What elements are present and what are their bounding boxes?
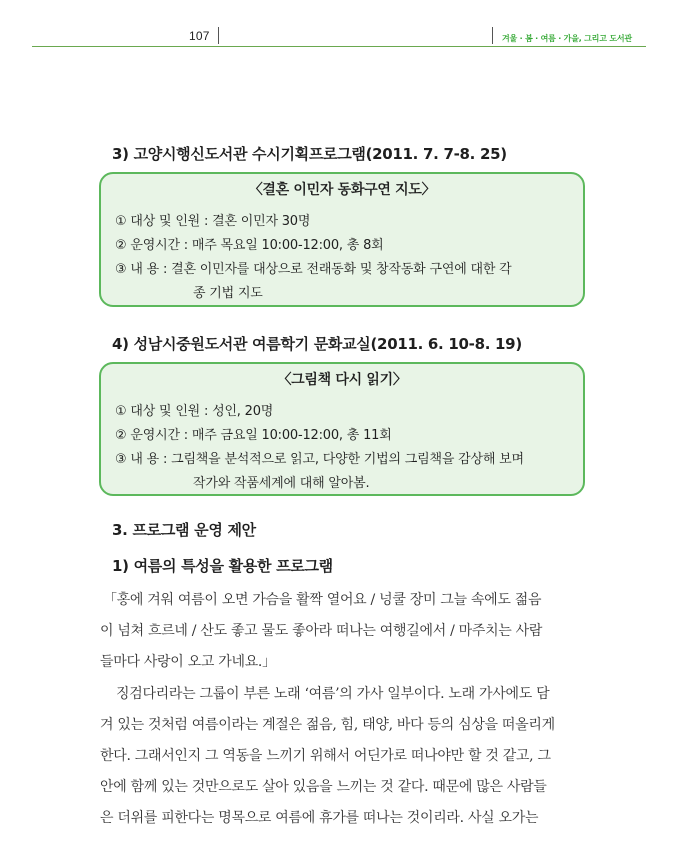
- program-box-title: 〈그림책 다시 읽기〉: [277, 372, 407, 388]
- program-box-goyang: [99, 172, 585, 307]
- header-divider-left: [218, 27, 219, 44]
- header-divider-right: [492, 27, 493, 44]
- program-box-title: 〈결혼 이민자 동화구연 지도〉: [248, 182, 436, 198]
- program-box-seongnam: [99, 362, 585, 496]
- header-rule: [32, 46, 646, 47]
- body-line: 은 더위를 피한다는 명목으로 여름에 휴가를 떠나는 것이리라. 사실 오가는: [100, 810, 539, 826]
- box-line-schedule: ② 운영시간 : 매주 금요일 10:00-12:00, 총 11회: [115, 428, 392, 443]
- body-line: 징검다리라는 그룹이 부른 노래 ‘여름’의 가사 일부이다. 노래 가사에도 담: [116, 686, 550, 702]
- box-line-target: ① 대상 및 인원 : 성인, 20명: [115, 404, 274, 419]
- box-line-content-cont: 종 기법 지도: [193, 286, 263, 301]
- box-line-content: ③ 내 용 : 결혼 이민자를 대상으로 전래동화 및 창작동화 구연에 대한 각: [115, 262, 512, 277]
- body-line: 이 넘쳐 흐르네 / 산도 좋고 물도 좋아라 떠나는 여행길에서 / 마주치는 사람: [100, 623, 543, 639]
- section-heading-goyang: 3) 고양시행신도서관 수시기획프로그램(2011. 7. 7-8. 25): [112, 145, 507, 163]
- box-line-target: ① 대상 및 인원 : 결혼 이민자 30명: [115, 214, 311, 229]
- chapter-heading: 3. 프로그램 운영 제안: [112, 521, 256, 539]
- box-line-content: ③ 내 용 : 그림책을 분석적으로 읽고, 다양한 기법의 그림책을 감상해 보며: [115, 452, 524, 467]
- body-line: 「홍에 겨워 여름이 오면 가슴을 활짝 열어요 / 넝쿨 장미 그늘 속에도 젊음: [103, 592, 542, 608]
- subsection-heading: 1) 여름의 특성을 활용한 프로그램: [112, 557, 333, 575]
- body-line: 들마다 사랑이 오고 가네요.」: [100, 654, 276, 670]
- box-line-schedule: ② 운영시간 : 매주 목요일 10:00-12:00, 총 8회: [115, 238, 384, 253]
- body-line: 안에 함께 있는 것만으로도 살아 있음을 느끼는 것 같다. 때문에 많은 사람들: [100, 779, 547, 795]
- body-line: 한다. 그래서인지 그 역동을 느끼기 위해서 어딘가로 떠나야만 할 것 같고, 그: [100, 748, 551, 764]
- running-title: 겨울 · 봄 · 여름 · 가을, 그리고 도서관: [502, 34, 632, 43]
- section-heading-seongnam: 4) 성남시중원도서관 여름학기 문화교실(2011. 6. 10-8. 19): [112, 335, 522, 353]
- box-line-content-cont: 작가와 작품세계에 대해 알아봄.: [193, 476, 370, 491]
- page-number: 107: [189, 29, 210, 43]
- body-line: 겨 있는 것처럼 여름이라는 계절은 젊음, 힘, 태양, 바다 등의 심상을 떠올리게: [100, 717, 555, 733]
